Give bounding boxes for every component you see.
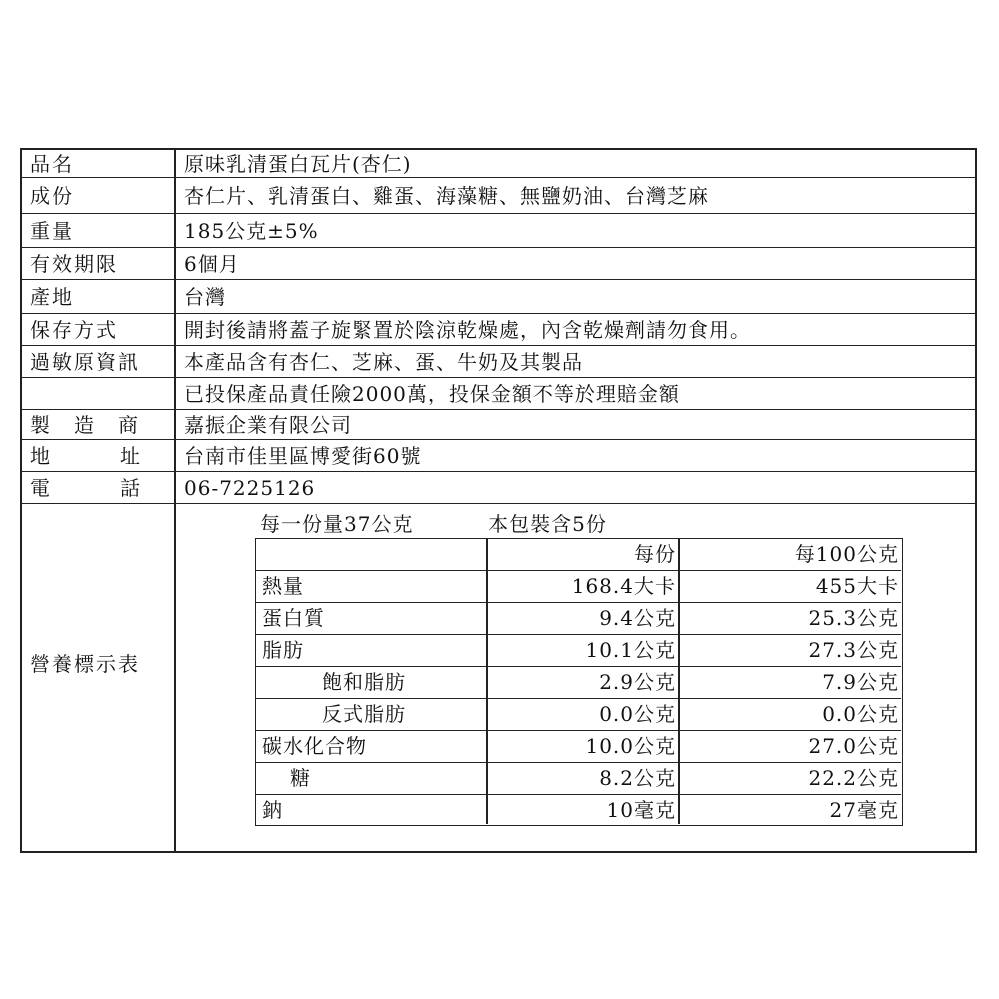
nutrient-per-serving: 0.0公克: [599, 702, 676, 726]
header-per-serving: 每份: [634, 542, 676, 566]
nutrient-per-100g: 455大卡: [815, 574, 899, 598]
value-origin: 台灣: [184, 285, 226, 309]
row-weight: [22, 214, 975, 248]
table-row: [256, 699, 901, 731]
value-allergen: 本產品含有杏仁、芝麻、蛋、牛奶及其製品: [184, 350, 583, 374]
product-label-table: [20, 148, 977, 853]
table-row: [256, 667, 901, 699]
row-allergen: [22, 346, 975, 378]
nutrient-per-serving: 8.2公克: [599, 766, 676, 790]
row-product-name: [22, 150, 975, 178]
nutrient-name: 鈉: [262, 798, 283, 822]
nutrient-per-100g: 27.3公克: [808, 638, 899, 662]
table-row: [256, 795, 901, 827]
nutrient-name: 脂肪: [262, 638, 304, 662]
nutrient-per-serving: 2.9公克: [599, 670, 676, 694]
table-row: [256, 731, 901, 763]
value-address: 台南市佳里區博愛街60號: [184, 444, 422, 468]
nutrition-table: [255, 538, 903, 826]
value-phone: 06-7225126: [184, 476, 316, 500]
label-weight: 重量: [30, 219, 74, 243]
nutrient-name: 飽和脂肪: [322, 670, 406, 694]
nutrient-per-serving: 9.4公克: [599, 606, 676, 630]
nutrient-name: 糖: [290, 766, 311, 790]
table-row: [256, 603, 901, 635]
row-storage: [22, 314, 975, 346]
row-shelf-life: [22, 248, 975, 280]
label-manufacturer: 製造商: [30, 413, 162, 437]
nutrient-per-100g: 27毫克: [829, 798, 899, 822]
row-ingredients: [22, 178, 975, 214]
nutrient-name: 碳水化合物: [262, 734, 367, 758]
nutrient-per-serving: 10.1公克: [585, 638, 676, 662]
nutrient-per-100g: 25.3公克: [808, 606, 899, 630]
nutrient-per-serving: 168.4大卡: [571, 574, 676, 598]
label-nutrition-facts: 營養標示表: [30, 652, 140, 676]
value-shelf-life: 6個月: [184, 252, 240, 276]
value-manufacturer: 嘉振企業有限公司: [184, 413, 352, 437]
nutrition-header-row: [256, 539, 901, 571]
label-allergen: 過敏原資訊: [30, 350, 140, 374]
value-storage: 開封後請將蓋子旋緊置於陰涼乾燥處，內含乾燥劑請勿食用。: [184, 318, 751, 342]
table-row: [256, 571, 901, 603]
value-ingredients: 杏仁片、乳清蛋白、雞蛋、海藻糖、無鹽奶油、台灣芝麻: [184, 184, 709, 208]
row-insurance: [22, 378, 975, 410]
table-row: [256, 635, 901, 667]
value-insurance: 已投保產品責任險2000萬，投保金額不等於理賠金額: [184, 382, 680, 406]
value-product-name: 原味乳清蛋白瓦片(杏仁): [184, 152, 412, 176]
nutrient-per-serving: 10.0公克: [585, 734, 676, 758]
nutrient-per-100g: 27.0公克: [808, 734, 899, 758]
label-ingredients: 成份: [30, 184, 74, 208]
nutrient-per-100g: 0.0公克: [822, 702, 899, 726]
label-product-name: 品名: [30, 152, 74, 176]
servings-per-package: 本包裝含5份: [488, 512, 607, 536]
nutrient-name: 蛋白質: [262, 606, 325, 630]
row-phone: [22, 472, 975, 504]
label-shelf-life: 有效期限: [30, 252, 118, 276]
row-address: [22, 440, 975, 472]
row-origin: [22, 280, 975, 314]
nutrient-per-100g: 7.9公克: [822, 670, 899, 694]
label-phone: 電話: [30, 476, 210, 500]
header-name: [262, 539, 482, 570]
serving-info: [260, 508, 607, 537]
serving-size: 每一份量37公克: [260, 512, 414, 536]
label-address: 地址: [30, 444, 210, 468]
row-manufacturer: [22, 410, 975, 440]
nutrient-per-100g: 22.2公克: [808, 766, 899, 790]
nutrient-per-serving: 10毫克: [606, 798, 676, 822]
nutrient-name: 熱量: [262, 574, 304, 598]
header-per-100g: 每100公克: [794, 542, 899, 566]
value-weight: 185公克±5%: [184, 219, 319, 243]
label-origin: 產地: [30, 285, 74, 309]
label-storage: 保存方式: [30, 318, 118, 342]
nutrient-name: 反式脂肪: [322, 702, 406, 726]
table-row: [256, 763, 901, 795]
